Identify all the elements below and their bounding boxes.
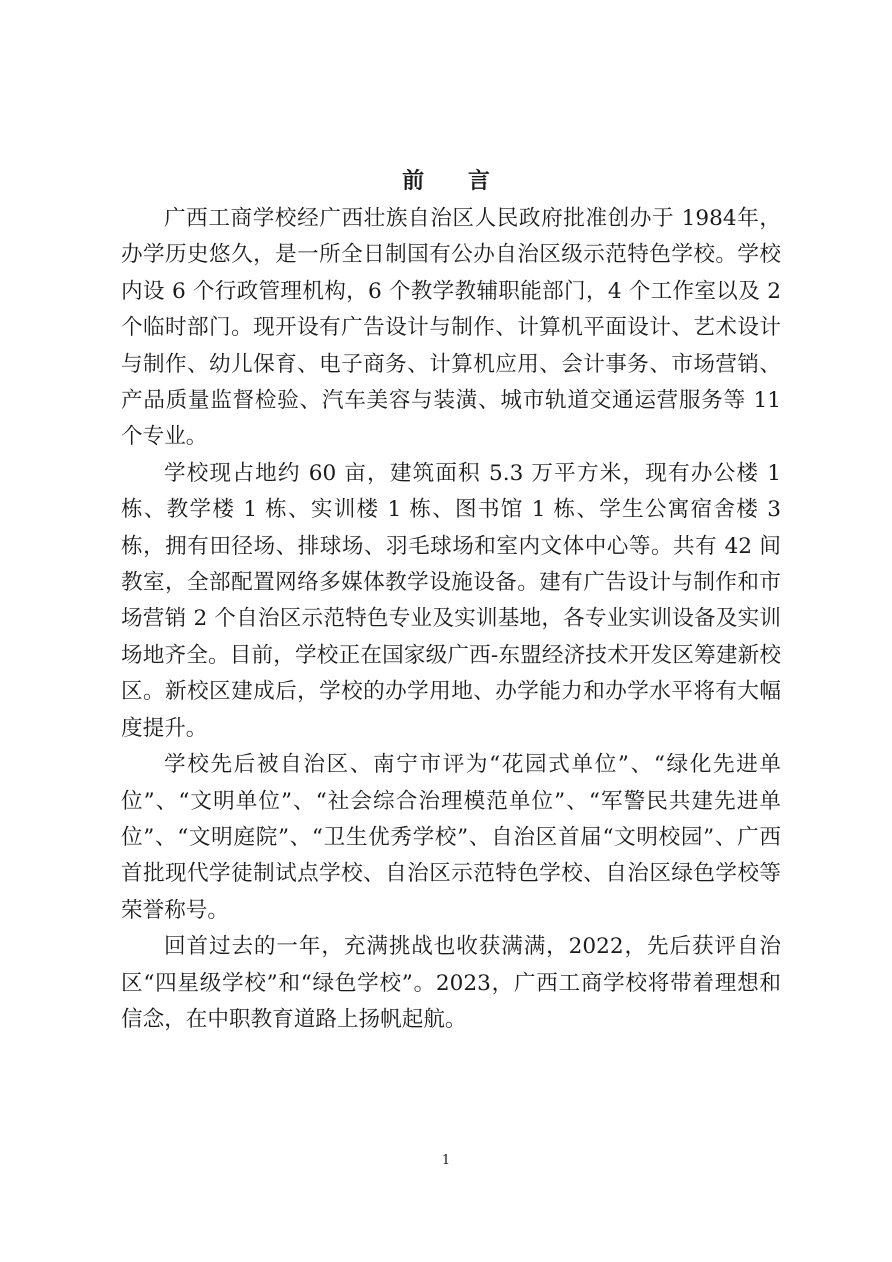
page-title: 前 言 (402, 168, 508, 194)
page-number: 1 (441, 1153, 451, 1168)
paragraph-1: 广西工商学校经广西壮族自治区人民政府批准创办于 1984年，办学历史悠久，是一所全日制国有公办自治区级示范特色学校。学校内设 6 个行政管理机构，6 个教学教辅职能部门，4 个工作室以及 2 个临时部门。现开设有广告设计与制作、计算机平面设计、艺术设计与制作、幼儿保育、电子商务、计算机应用、会计事务、市场营销、产品质量监督检验、汽车美容与装潢、城市轨道交通运营服务等 11 个专业。 (121, 206, 781, 450)
paragraph-2: 学校现占地约 60 亩，建筑面积 5.3 万平方米，现有办公楼 1 栋、教学楼 1 栋、实训楼 1 栋、图书馆 1 栋、学生公寓宿舍楼 3 栋，拥有田径场、排球场、羽毛球场和室内文体中心等。共有 42 间教室，全部配置网络多媒体教学设施设备。建有广告设计与制作和市场营销 2 个自治区示范特色专业及实训基地，各专业实训设备及实训场地齐全。目前，学校正在国家级广西-东盟经济技术开发区筹建新校区。新校区建成后，学校的办学用地、办学能力和办学水平将有大幅度提升。 (121, 460, 781, 741)
paragraph-4: 回首过去的一年，充满挑战也收获满满，2022，先后获评自治区“四星级学校”和“绿色学校”。2023，广西工商学校将带着理想和信念，在中职教育道路上扬帆起航。 (121, 934, 781, 1032)
paragraph-3: 学校先后被自治区、南宁市评为“花园式单位”、“绿化先进单位”、“文明单位”、“社会综合治理模范单位”、“军警民共建先进单位”、“文明庭院”、“卫生优秀学校”、自治区首届“文明校园”、广西首批现代学徒制试点学校、自治区示范特色学校、自治区绿色学校等荣誉称号。 (121, 752, 781, 923)
body-text (121, 201, 781, 1038)
